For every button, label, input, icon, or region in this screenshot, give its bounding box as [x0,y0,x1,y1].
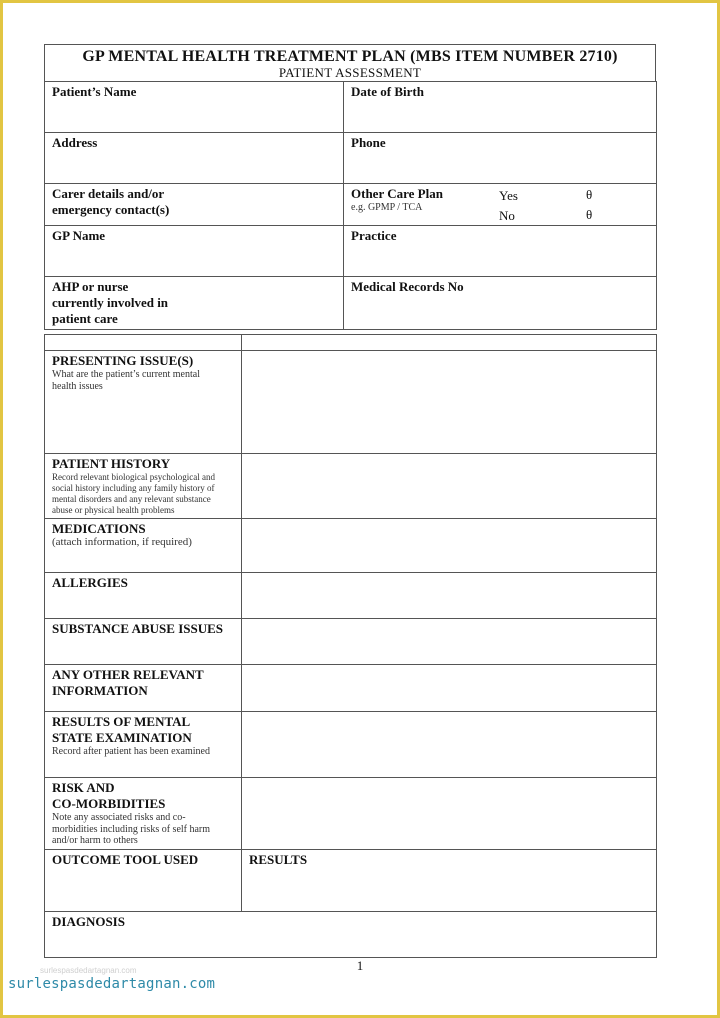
substance-abuse-label-cell [45,619,242,665]
patient-history-label: PATIENT HISTORY [52,456,171,471]
other-info-input[interactable] [242,665,657,712]
substance-abuse-label: SUBSTANCE ABUSE ISSUES [52,621,223,636]
blank-header-cell [45,335,242,351]
address-field[interactable] [45,133,344,184]
patient-name-label: Patient’s Name [52,84,137,99]
carer-label-line1: Carer details and/or [52,186,165,201]
date-of-birth-label: Date of Birth [351,84,424,99]
ahp-nurse-field[interactable] [45,277,344,330]
presenting-issues-input[interactable] [242,351,657,454]
medications-input[interactable] [242,519,657,573]
no-option-label: No [499,208,515,223]
gp-name-field[interactable] [45,226,344,277]
form-title: GP MENTAL HEALTH TREATMENT PLAN (MBS ITEM NUMBER 2710) [82,48,618,65]
diagnosis-field[interactable] [45,911,657,957]
ahp-label-line2: currently involved in [52,295,169,310]
carer-details-field[interactable] [45,184,344,226]
patient-history-input[interactable] [242,454,657,519]
other-care-plan-note: e.g. GPMP / TCA [351,202,423,213]
patient-details-table [44,81,657,330]
allergies-input[interactable] [242,573,657,619]
other-info-label-cell [45,665,242,712]
presenting-issues-label-cell [45,351,242,454]
yes-option-symbol[interactable]: θ [586,187,593,202]
date-of-birth-field[interactable] [344,82,657,133]
risk-note-line1: Note any associated risks and co- [52,812,186,823]
mse-label-line1: RESULTS OF MENTAL [52,714,191,729]
mse-label-line2: STATE EXAMINATION [52,730,192,745]
patient-history-note-line1: Record relevant biological psychological and [52,472,215,482]
form-page [44,44,656,958]
mse-note: Record after patient has been examined [52,746,210,757]
blank-header-cell [242,335,657,351]
risk-note-line2: morbidities including risks of self harm [52,823,211,835]
form-subtitle: PATIENT ASSESSMENT [278,65,422,80]
outcome-tool-label: OUTCOME TOOL USED [52,851,199,867]
no-option-symbol[interactable]: θ [586,207,593,222]
allergies-label: ALLERGIES [52,575,128,590]
mse-input[interactable] [242,712,657,778]
risk-label-line2: CO-MORBIDITIES [52,796,166,811]
diagnosis-label: DIAGNOSIS [52,913,125,929]
risk-input[interactable] [242,778,657,850]
mse-label-cell [45,712,242,778]
risk-label-line1: RISK AND [52,780,115,795]
allergies-label-cell [45,573,242,619]
medications-label-cell [45,519,242,573]
outcome-tool-label-cell[interactable] [45,849,242,911]
assessment-table [44,334,657,958]
patient-history-note-line2: social history including any family history of [52,483,215,493]
watermark-faint: surlespasdedartagnan.com [40,966,137,975]
medical-records-label: Medical Records No [351,279,464,294]
presenting-issues-note-line1: What are the patient’s current mental [52,369,200,380]
presenting-issues-note-line2: health issues [52,380,103,392]
other-info-label-line1: ANY OTHER RELEVANT [52,667,204,682]
watermark: surlespasdedartagnan.com [8,976,216,992]
medical-records-field[interactable] [344,277,657,330]
risk-note-line3: and/or harm to others [52,835,138,846]
phone-field[interactable] [344,133,657,184]
ahp-label-line1: AHP or nurse [52,279,129,294]
patient-name-field[interactable] [45,82,344,133]
practice-field[interactable] [344,226,657,277]
page-number: 1 [356,958,364,973]
carer-label-line2: emergency contact(s) [52,202,170,217]
form-header [44,44,656,81]
gp-name-label: GP Name [52,228,106,243]
patient-history-note-line4: abuse or physical health problems [52,505,175,515]
other-care-plan-field [344,184,657,226]
address-label: Address [52,135,98,150]
ahp-label-line3: patient care [52,311,118,326]
medications-label: MEDICATIONS [52,521,146,536]
presenting-issues-label: PRESENTING ISSUE(S) [52,353,194,368]
patient-history-label-cell [45,454,242,519]
yes-option-label: Yes [499,188,518,203]
risk-label-cell [45,778,242,850]
phone-label: Phone [351,135,386,150]
substance-abuse-input[interactable] [242,619,657,665]
medications-note: (attach information, if required) [52,536,192,548]
practice-label: Practice [351,228,397,243]
results-cell[interactable] [242,849,657,911]
other-care-plan-label: Other Care Plan [351,186,443,201]
patient-history-note-line3: mental disorders and any relevant substance [52,494,211,504]
other-info-label-line2: INFORMATION [52,683,148,698]
results-label: RESULTS [249,851,308,867]
